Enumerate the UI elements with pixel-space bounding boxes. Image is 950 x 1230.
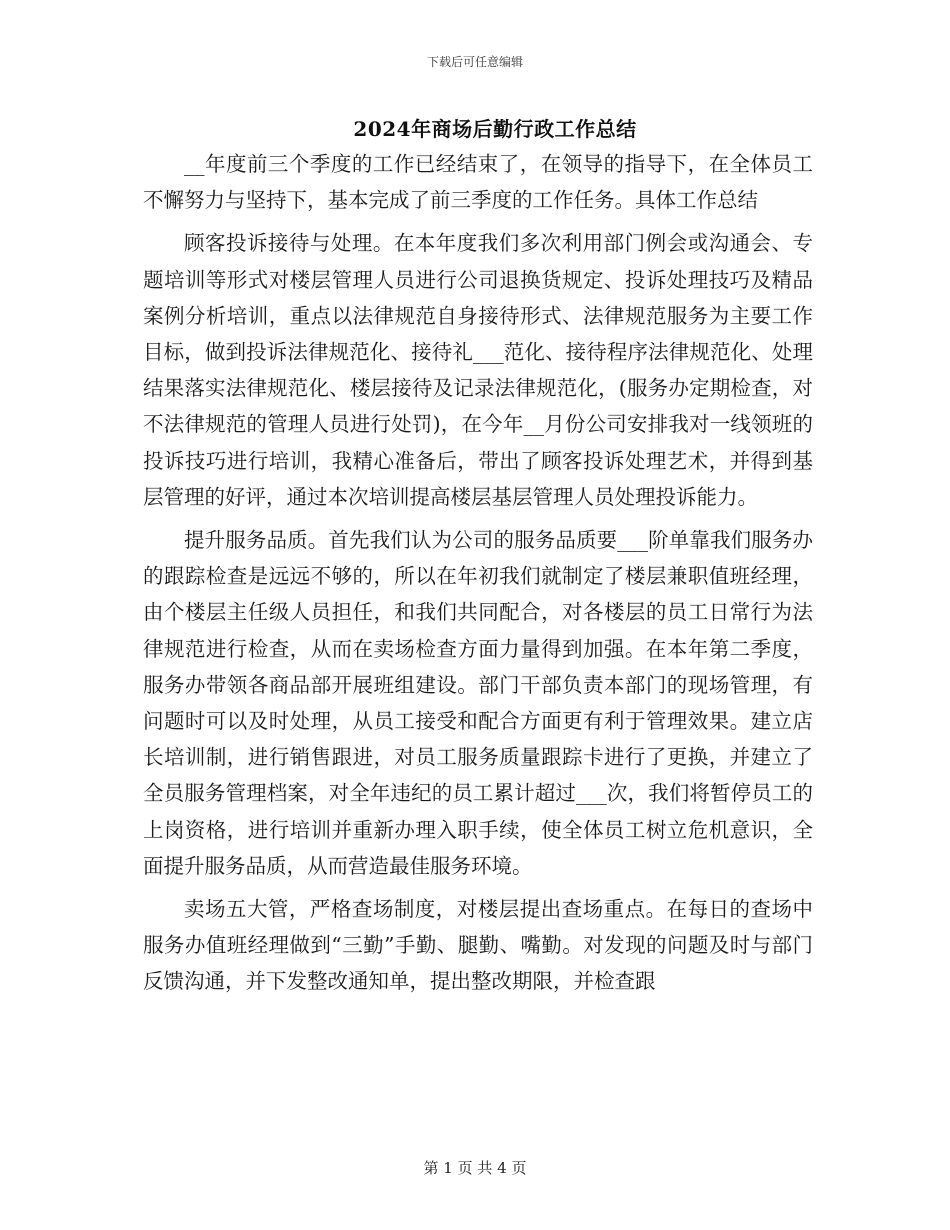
page-number: 第 1 页 共 4 页 bbox=[423, 1159, 527, 1177]
paragraph-floor-inspection: 卖场五大管，严格查场制度，对楼层提出查场重点。在每日的查场中服务办值班经理做到“三勤”手勤、腿勤、嘴勤。对发现的问题及时与部门反馈沟通，并下发整改通知单，提出整改期限，并检查跟 bbox=[143, 897, 813, 994]
document-title: 2024年商场后勤行政工作总结 bbox=[353, 117, 637, 141]
document-body bbox=[143, 146, 813, 1007]
paragraph-service-quality: 提升服务品质。首先我们认为公司的服务品质要___阶单靠我们服务办的跟踪检查是远远不够的，所以在年初我们就制定了楼层兼职值班经理，由个楼层主任级人员担任，和我们共同配合，对各楼层的员工日常行为法律规范进行检查，从而在卖场检查方面力量得到加强。在本年第二季度，服务办带领各商品部开展班组建设。部门干部负责本部门的现场管理，有问题时可以及时处理，从员工接受和配合方面更有利于管理效果。建立店长培训制，进行销售跟进，对员工服务质量跟踪卡进行了更换，并建立了全员服务管理档案，对全年违纪的员工累计超过___次，我们将暂停员工的上岗资格，进行培训并重新办理入职手续，使全体员工树立危机意识，全面提升服务品质，从而营造最佳服务环境。 bbox=[143, 528, 813, 878]
paragraph-intro: __年度前三个季度的工作已经结束了，在领导的指导下，在全体员工不懈努力与坚持下，基本完成了前三季度的工作任务。具体工作总结 bbox=[143, 152, 813, 213]
header-note: 下载后可任意编辑 bbox=[426, 55, 523, 69]
paragraph-complaints: 顾客投诉接待与处理。在本年度我们多次利用部门例会或沟通会、专题培训等形式对楼层管理人员进行公司退换货规定、投诉处理技巧及精品案例分析培训，重点以法律规范自身接待形式、法律规范服务为主要工作目标，做到投诉法律规范化、接待礼___范化、接待程序法律规范化、处理结果落实法律规范化、楼层接待及记录法律规范化，(服务办定期检查，对不法律规范的管理人员进行处罚)，在今年__月份公司安排我对一线领班的投诉技巧进行培训，我精心准备后，带出了顾客投诉处理艺术，并得到基层管理的好评，通过本次培训提高楼层基层管理人员处理投诉能力。 bbox=[143, 231, 813, 509]
